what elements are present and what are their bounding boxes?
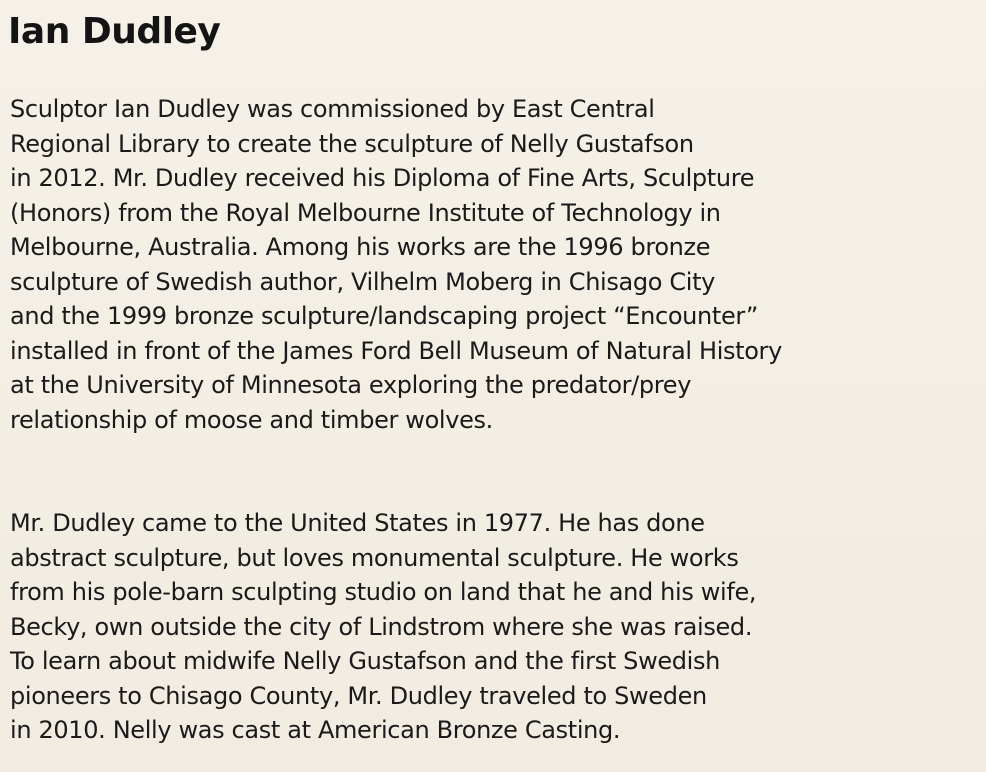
biography-paragraph-2 — [10, 506, 756, 748]
biography-paragraph-1 — [10, 92, 782, 437]
text-line: relationship of moose and timber wolves. — [10, 405, 493, 434]
text-line: in 2010. Nelly was cast at American Bronze Casting. — [10, 716, 621, 744]
page-title: Ian Dudley — [8, 11, 221, 52]
text-line: from his pole-barn sculpting studio on land that he and his wife, — [10, 578, 757, 606]
text-line: at the University of Minnesota exploring the predator/prey — [10, 371, 692, 399]
text-line: Melbourne, Australia. Among his works are the 1996 bronze — [10, 233, 711, 261]
text-line: installed in front of the James Ford Bell Museum of Natural History — [10, 336, 782, 365]
text-line: abstract sculpture, but loves monumental sculpture. He works — [10, 543, 739, 572]
text-line: Becky, own outside the city of Lindstrom where she was raised. — [10, 612, 753, 641]
text-line: pioneers to Chisago County, Mr. Dudley traveled to Sweden — [10, 681, 707, 710]
text-line: in 2012. Mr. Dudley received his Diploma of Fine Arts, Sculpture — [10, 164, 755, 192]
text-line: To learn about midwife Nelly Gustafson and the first Swedish — [10, 647, 720, 675]
text-line: and the 1999 bronze sculpture/landscaping project “Encounter” — [10, 302, 758, 330]
text-line: Mr. Dudley came to the United States in 1977. He has done — [10, 509, 705, 537]
text-line: Regional Library to create the sculpture of Nelly Gustafson — [10, 129, 694, 158]
text-line: Sculptor Ian Dudley was commissioned by East Central — [10, 95, 655, 123]
text-line: sculpture of Swedish author, Vilhelm Moberg in Chisago City — [10, 267, 716, 296]
text-line: (Honors) from the Royal Melbourne Institute of Technology in — [10, 198, 721, 227]
